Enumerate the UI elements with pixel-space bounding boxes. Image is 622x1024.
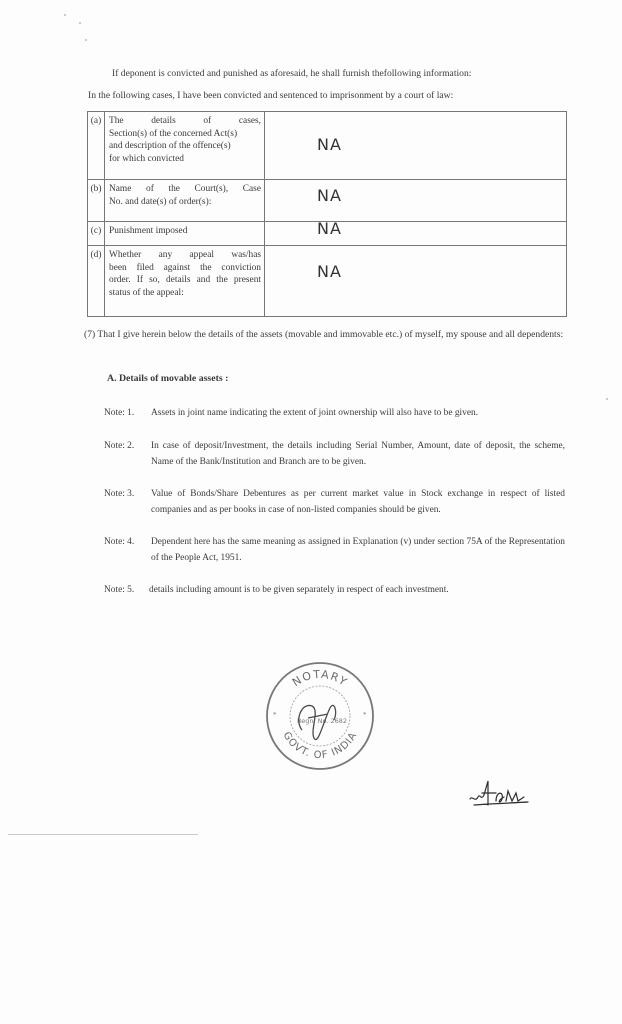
table-row xyxy=(88,222,567,246)
note-text: details including amount is to be given separately in respect of each investment. xyxy=(149,585,449,595)
scan-speck xyxy=(64,14,66,16)
note-item xyxy=(104,583,566,601)
row-description xyxy=(105,222,265,246)
scan-speck xyxy=(79,22,81,24)
description-line: status of the appeal: xyxy=(109,287,184,298)
answer-value: NA xyxy=(317,186,342,205)
description-line: Punishment imposed xyxy=(109,226,188,236)
row-answer xyxy=(265,246,567,317)
description-line: order. If so, details and the present xyxy=(109,275,261,286)
table-row xyxy=(88,246,567,317)
intro-line-1: If deponent is convicted and punished as aforesaid, he shall furnish thefollowing information: xyxy=(112,68,472,79)
table-row xyxy=(88,112,567,180)
answer-value: NA xyxy=(317,135,342,154)
stamp-bottom-text: GOVT. OF INDIA xyxy=(280,730,360,762)
row-description xyxy=(105,180,265,222)
note-text: Assets in joint name indicating the extent of joint ownership will also have to be given. xyxy=(151,408,479,418)
deponent-signature xyxy=(466,775,536,811)
stamp-star-icon: * xyxy=(273,711,277,719)
row-label: (d) xyxy=(88,246,105,317)
row-answer xyxy=(265,180,567,222)
intro-line-2: In the following cases, I have been convicted and sentenced to imprisonment by a court of law: xyxy=(88,90,454,101)
description-line: Whether any appeal was/has xyxy=(109,250,261,260)
description-line: for which convicted xyxy=(109,153,184,164)
stamp-star-icon: * xyxy=(363,711,367,719)
note-text: Value of Bonds/Share Debentures as per current market value in Stock exchange in respect of listed companies and as per books in case of non-listed companies should be given. xyxy=(151,489,565,515)
note-item xyxy=(104,406,566,424)
description-line: been filed against the conviction xyxy=(109,262,261,273)
note-item xyxy=(104,487,566,521)
notary-stamp xyxy=(264,660,376,772)
note-item xyxy=(104,535,566,569)
movable-assets-heading: A. Details of movable assets : xyxy=(107,373,229,384)
row-answer xyxy=(265,219,567,246)
note-label: Note: 4. xyxy=(104,537,135,547)
note-label: Note: 1. xyxy=(104,408,135,418)
description-line: No. and date(s) of order(s): xyxy=(109,196,212,207)
bottom-rule xyxy=(8,834,198,835)
note-text: Dependent here has the same meaning as assigned in Explanation (v) under section 75A of the Representation of the People Act, 1951. xyxy=(151,537,565,563)
convictions-table xyxy=(87,111,567,317)
note-item xyxy=(104,439,566,473)
note-label: Note: 2. xyxy=(104,441,135,451)
scan-speck xyxy=(606,398,608,400)
answer-value: NA xyxy=(317,219,342,238)
note-label: Note: 5. xyxy=(104,585,135,595)
row-label: (a) xyxy=(88,112,105,180)
row-label: (b) xyxy=(88,180,105,222)
note-text: In case of deposit/Investment, the details including Serial Number, Amount, date of deposit, the scheme, Name of the Bank/Institution and Branch are to be given. xyxy=(151,441,565,467)
assets-paragraph: (7) That I give herein below the details of the assets (movable and immovable etc.) of myself, my spouse and all dependents: xyxy=(84,329,564,340)
row-answer xyxy=(265,112,567,180)
row-label: (c) xyxy=(88,222,105,246)
answer-value: NA xyxy=(317,262,342,281)
table-row xyxy=(88,180,567,222)
row-description xyxy=(105,112,265,180)
row-description xyxy=(105,246,265,317)
note-label: Note: 3. xyxy=(104,489,135,499)
signature-stroke xyxy=(470,781,528,805)
scan-speck xyxy=(85,39,87,41)
stamp-regn-text: Regn. No. 2682 xyxy=(296,717,348,725)
description-line: Section(s) of the concerned Act(s) xyxy=(109,128,238,139)
stamp-top-text: NOTARY xyxy=(289,667,351,690)
description-line: and description of the offence(s) xyxy=(109,141,231,152)
description-line: Name of the Court(s), Case xyxy=(109,184,261,194)
description-line: The details of cases, xyxy=(109,116,261,126)
